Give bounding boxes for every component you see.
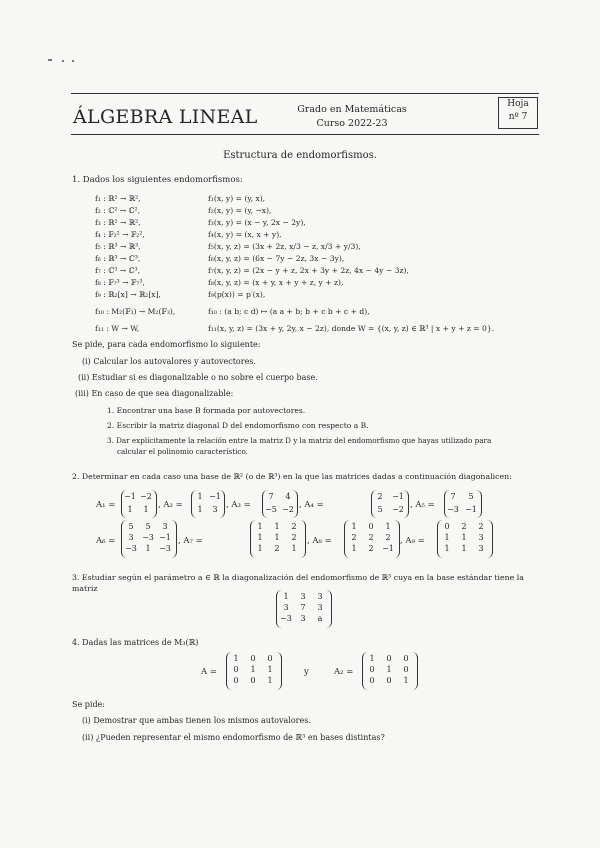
q1-instruction: Se pide, para cada endomorfismo lo siguiente: — [72, 340, 261, 349]
map-name: f₁₀ : M₂(𝔽₃) → M₂(𝔽₃), — [95, 307, 176, 316]
q1-subpart-3: 3. Dar explícitamente la relación entre la matriz D y la matriz del endomorfismo que hayas utilizado para — [107, 436, 492, 445]
degree-name: Grado en Matemáticas — [297, 104, 407, 115]
matrix-entry: 1 — [145, 544, 151, 553]
matrix-entry: 0 — [403, 665, 409, 674]
matrix-label: , A₂ = — [158, 500, 183, 510]
header-bottom-rule — [71, 134, 539, 135]
matrix-label: A = — [201, 667, 217, 677]
matrix-entry: 3 — [283, 603, 289, 612]
matrix-entry: 1 — [233, 654, 239, 663]
matrix-entry: 2 — [291, 533, 297, 542]
q1-subpart-1: 1. Encontrar una base B formada por autovectores. — [107, 406, 306, 415]
matrix-entry: −1 — [465, 505, 477, 514]
matrix-A6 — [121, 520, 177, 558]
matrix-entry: 2 — [461, 522, 467, 531]
matrix-entry: 2 — [478, 522, 484, 531]
map-name: f₈ : 𝔽₇³ → 𝔽₇³, — [95, 278, 145, 287]
matrix-entry: −5 — [265, 505, 277, 514]
matrix-entry: 7 — [300, 603, 306, 612]
matrix-entry: 1 — [127, 505, 133, 514]
matrix-entry: −1 — [159, 533, 171, 542]
matrix-entry: 3 — [317, 592, 323, 601]
matrix-entry: 0 — [444, 522, 450, 531]
matrix-entry: 1 — [403, 676, 409, 685]
matrix-entry: 3 — [300, 592, 306, 601]
matrix-entry: −3 — [142, 533, 154, 542]
matrix-entry: −2 — [392, 505, 404, 514]
matrix-entry: 1 — [351, 522, 357, 531]
matrix-entry: 1 — [250, 665, 256, 674]
matrix-entry: 1 — [386, 665, 392, 674]
q1-intro: 1. Dados los siguientes endomorfismos: — [72, 175, 243, 185]
matrix-A8 — [344, 520, 400, 558]
matrix-q3 — [276, 590, 332, 628]
sheet-number-box — [498, 97, 538, 129]
header-top-rule — [71, 93, 539, 94]
matrix-entry: 0 — [368, 522, 374, 531]
matrix-entry: 2 — [368, 533, 374, 542]
map-name: f₉ : ℝ₂[x] → ℝ₂[x], — [95, 290, 161, 299]
matrix-entry: 3 — [478, 544, 484, 553]
matrix-entry: 3 — [212, 505, 218, 514]
matrix-entry: 0 — [233, 676, 239, 685]
matrix-entry: 1 — [283, 592, 289, 601]
matrix-entry: −2 — [140, 492, 152, 501]
matrix-A2 — [191, 490, 225, 518]
matrix-entry: 5 — [145, 522, 151, 531]
matrix-entry: 1 — [444, 533, 450, 542]
q2-intro: 2. Determinar en cada caso una base de ℝ² (o de ℝ³) en la que las matrices dadas a continuación diagonalicen: — [72, 472, 512, 481]
matrix-entry: 0 — [386, 654, 392, 663]
map-name: f₇ : ℂ³ → ℂ³, — [95, 266, 141, 275]
matrix-entry: −1 — [124, 492, 136, 501]
map-name: f₃ : ℝ² → ℝ², — [95, 218, 141, 227]
matrix-entry: 5 — [468, 492, 474, 501]
matrix-label: , A₈ = — [307, 536, 332, 546]
matrix-entry: −1 — [382, 544, 394, 553]
matrix-entry: 0 — [403, 654, 409, 663]
matrix-entry: 1 — [351, 544, 357, 553]
matrix-A7 — [250, 520, 306, 558]
matrix-entry: 1 — [444, 544, 450, 553]
q4-ask: Se pide: — [72, 700, 105, 709]
matrix-entry: 0 — [267, 654, 273, 663]
matrix-entry: 3 — [162, 522, 168, 531]
matrix-entry: 1 — [143, 505, 149, 514]
matrix-A4 — [371, 490, 409, 518]
map-def: f₁(x, y) = (y, x), — [208, 194, 266, 203]
map-name: f₄ : 𝔽₂² → 𝔽₂², — [95, 230, 145, 239]
section-subtitle: Estructura de endomorfismos. — [223, 150, 377, 161]
map-def: f₇(x, y, z) = (2x − y + z, 2x + 3y + 2z, 4x − 4y − 3z), — [208, 266, 409, 275]
matrix-label: A₆ = — [96, 536, 116, 546]
matrix-entry: 1 — [197, 505, 203, 514]
matrix-entry: 1 — [274, 522, 280, 531]
map-def: f₁₁(x, y, z) = (3x + y, 2y, x − 2z), donde W = {(x, y, z) ∈ ℝ³ | x + y + z = 0}. — [208, 324, 495, 333]
matrix-entry: −1 — [392, 492, 404, 501]
conjunction: y — [304, 667, 309, 677]
map-name: f₅ : ℝ³ → ℝ³, — [95, 242, 141, 251]
matrix-label: , A₃ = — [226, 500, 251, 510]
scan-speck — [48, 59, 52, 61]
matrix-q4-A — [226, 652, 282, 690]
matrix-A5 — [444, 490, 482, 518]
matrix-entry: 1 — [257, 522, 263, 531]
matrix-entry: 0 — [369, 665, 375, 674]
degree-info — [297, 103, 407, 131]
matrix-entry: −1 — [209, 492, 221, 501]
q1-subpart-2: 2. Escribir la matriz diagonal D del endomorfismo con respecto a B. — [107, 421, 369, 430]
sheet-number: nº 7 — [508, 112, 528, 122]
matrix-label: A₂ = — [334, 667, 354, 677]
matrix-entry: 1 — [197, 492, 203, 501]
matrix-entry: 1 — [461, 544, 467, 553]
map-name: f₆ : ℝ³ → ℂ³, — [95, 254, 141, 263]
map-def: f₄(x, y) = (x, x + y), — [208, 230, 282, 239]
matrix-q4-A2 — [362, 652, 418, 690]
matrix-entry: 1 — [291, 544, 297, 553]
matrix-entry: −3 — [159, 544, 171, 553]
matrix-entry: 2 — [368, 544, 374, 553]
matrix-entry: 7 — [268, 492, 274, 501]
q1-subpart-3-cont: calcular el polinomio característico. — [117, 447, 248, 456]
course-year: Curso 2022-23 — [316, 118, 388, 129]
matrix-label: , A₇ = — [178, 536, 203, 546]
map-def: f₆(x, y, z) = (6x − 7y − 2z, 3x − 3y), — [208, 254, 345, 263]
matrix-entry: 2 — [351, 533, 357, 542]
matrix-entry: 1 — [267, 665, 273, 674]
map-name: f₁₁ : W → W, — [95, 324, 140, 333]
q4-intro: 4. Dadas las matrices de M₃(ℝ) — [72, 638, 199, 647]
matrix-entry: 0 — [369, 676, 375, 685]
sheet-label: Hoja — [507, 99, 529, 109]
map-name: f₁ : ℝ² → ℝ², — [95, 194, 141, 203]
document-title: ÁLGEBRA LINEAL — [73, 106, 258, 128]
matrix-entry: 3 — [300, 614, 306, 623]
matrix-entry: 2 — [291, 522, 297, 531]
matrix-entry: −3 — [280, 614, 292, 623]
map-def: f₅(x, y, z) = (3x + 2z, x/3 − z, x/3 + y/3), — [208, 242, 361, 251]
q1-part-ii: (ii) Estudiar si es diagonalizable o no sobre el cuerpo base. — [78, 373, 318, 382]
matrix-label: , A₉ = — [400, 536, 425, 546]
map-def: f₉(p(x)) = p′(x), — [208, 290, 266, 299]
matrix-label: A₁ = — [96, 500, 116, 510]
map-def: f₁₀ : (a b; c d) ↦ (a a + b; b + c b + c + d), — [208, 307, 370, 316]
matrix-entry: a — [317, 614, 323, 623]
q4-part-ii: (ii) ¿Pueden representar el mismo endomorfismo de ℝ³ en bases distintas? — [82, 733, 385, 742]
matrix-entry: 0 — [250, 654, 256, 663]
q1-part-i: (i) Calcular los autovalores y autovectores. — [82, 357, 256, 366]
matrix-entry: 1 — [257, 533, 263, 542]
matrix-entry: 2 — [385, 533, 391, 542]
matrix-entry: 5 — [377, 505, 383, 514]
matrix-entry: −2 — [282, 505, 294, 514]
q1-part-iii: (iii) En caso de que sea diagonalizable: — [75, 389, 234, 398]
matrix-A1 — [121, 490, 157, 518]
matrix-entry: 1 — [267, 676, 273, 685]
matrix-entry: 2 — [377, 492, 383, 501]
matrix-entry: 1 — [274, 533, 280, 542]
matrix-A3 — [262, 490, 298, 518]
map-def: f₃(x, y) = (x − y, 2x − 2y), — [208, 218, 306, 227]
matrix-entry: 1 — [385, 522, 391, 531]
matrix-entry: −3 — [447, 505, 459, 514]
matrix-entry: 5 — [128, 522, 134, 531]
matrix-entry: 0 — [233, 665, 239, 674]
scan-speck — [62, 60, 64, 62]
matrix-entry: 2 — [274, 544, 280, 553]
map-name: f₂ : ℂ² → ℂ², — [95, 206, 141, 215]
matrix-entry: 0 — [250, 676, 256, 685]
matrix-entry: 4 — [285, 492, 291, 501]
matrix-A9 — [437, 520, 493, 558]
matrix-entry: 1 — [369, 654, 375, 663]
map-def: f₂(x, y) = (y, −x), — [208, 206, 272, 215]
q3-intro-cont: matriz — [72, 584, 98, 593]
matrix-entry: 1 — [461, 533, 467, 542]
matrix-label: , A₄ = — [299, 500, 324, 510]
matrix-entry: 3 — [478, 533, 484, 542]
matrix-entry: 7 — [450, 492, 456, 501]
scan-speck — [72, 60, 74, 62]
matrix-label: , A₅ = — [410, 500, 435, 510]
matrix-entry: 0 — [386, 676, 392, 685]
matrix-entry: 3 — [317, 603, 323, 612]
matrix-entry: 3 — [128, 533, 134, 542]
q3-intro: 3. Estudiar según el parámetro a ∈ ℝ la diagonalización del endomorfismo de ℝ³ cuya en la base estándar tiene la — [72, 573, 524, 582]
q4-part-i: (i) Demostrar que ambas tienen los mismos autovalores. — [82, 716, 311, 725]
matrix-entry: 1 — [257, 544, 263, 553]
matrix-entry: −3 — [125, 544, 137, 553]
map-def: f₈(x, y, z) = (x + y, x + y + z, y + z), — [208, 278, 344, 287]
